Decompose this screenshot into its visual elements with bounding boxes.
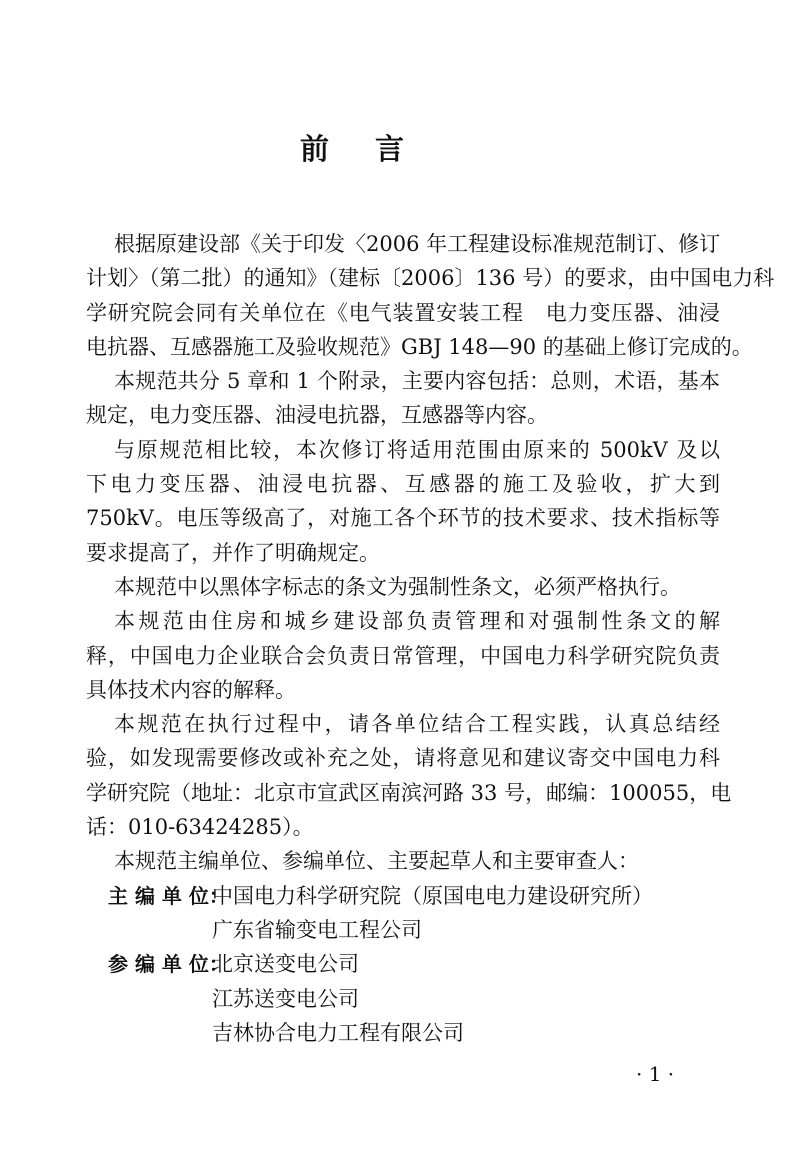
editor-label: 主 编 单 位： [108,883,229,908]
editor-unit: 吉林协合电力工程有限公司 [212,1020,464,1045]
paragraph-line: 计划〉（第二批）的通知》（建标〔2006〕136 号）的要求，由中国电力科 [86,266,775,291]
preface-body [86,227,775,1050]
paragraph-line: 规定，电力变压器、油浸电抗器，互感器等内容。 [86,403,548,428]
editor-row [86,947,720,981]
paragraph-line: 本规范由住房和城乡建设部负责管理和对强制性条文的解 [114,609,720,634]
paragraph-line: 话：010-63424285）。 [86,815,314,840]
editor-row [86,879,720,913]
paragraph-line: 根据原建设部《关于印发〈2006 年工程建设标准规范制订、修订 [114,232,721,256]
paragraph-line: 下电力变压器、油浸电抗器、互感器的施工及验收，扩大到 [86,472,720,497]
editor-label: 参 编 单 位： [108,952,229,977]
paragraph-line: 与原规范相比较，本次修订将适用范围由原来的 500kV 及以 [114,437,720,462]
paragraph-line: 具体技术内容的解释。 [86,677,296,702]
page-title: 前言 [299,132,450,166]
editor-row [86,982,720,1016]
editor-label [86,913,212,947]
paragraph-line: 本规范共分 5 章和 1 个附录，主要内容包括：总则，术语，基本 [114,369,720,394]
paragraph-line: 本规范在执行过程中，请各单位结合工程实践，认真总结经 [114,712,720,737]
editor-label [86,1016,212,1050]
paragraph-line: 要求提高了，并作了明确规定。 [86,540,380,565]
paragraph-line: 验，如发现需要修改或补充之处，请将意见和建议寄交中国电力科 [86,746,720,771]
paragraph-line: 750kV。电压等级高了，对施工各个环节的技术要求、技术指标等 [86,506,720,531]
page-number: · 1 · [636,1062,675,1086]
editor-unit: 广东省输变电工程公司 [212,917,422,942]
paragraph-line: 学研究院（地址：北京市宣武区南滨河路 33 号，邮编：100055，电 [86,780,732,805]
editor-row [86,913,720,947]
paragraph-line: 本规范中以黑体字标志的条文为强制性条文，必须严格执行。 [114,574,681,599]
paragraph-line: 学研究院会同有关单位在《电气装置安装工程 电力变压器、油浸 [86,300,720,325]
editor-unit: 中国电力科学研究院（原国电电力建设研究所） [212,883,653,908]
paragraph-line: 本规范主编单位、参编单位、主要起草人和主要审查人： [114,849,639,874]
editor-row [86,1016,720,1050]
paragraph-line: 释，中国电力企业联合会负责日常管理，中国电力科学研究院负责 [86,643,720,668]
editor-label [86,982,212,1016]
paragraph-line: 电抗器、互感器施工及验收规范》GBJ 148—90 的基础上修订完成的。 [86,334,753,359]
editor-unit: 江苏送变电公司 [212,986,359,1011]
editor-unit: 北京送变电公司 [212,952,359,977]
